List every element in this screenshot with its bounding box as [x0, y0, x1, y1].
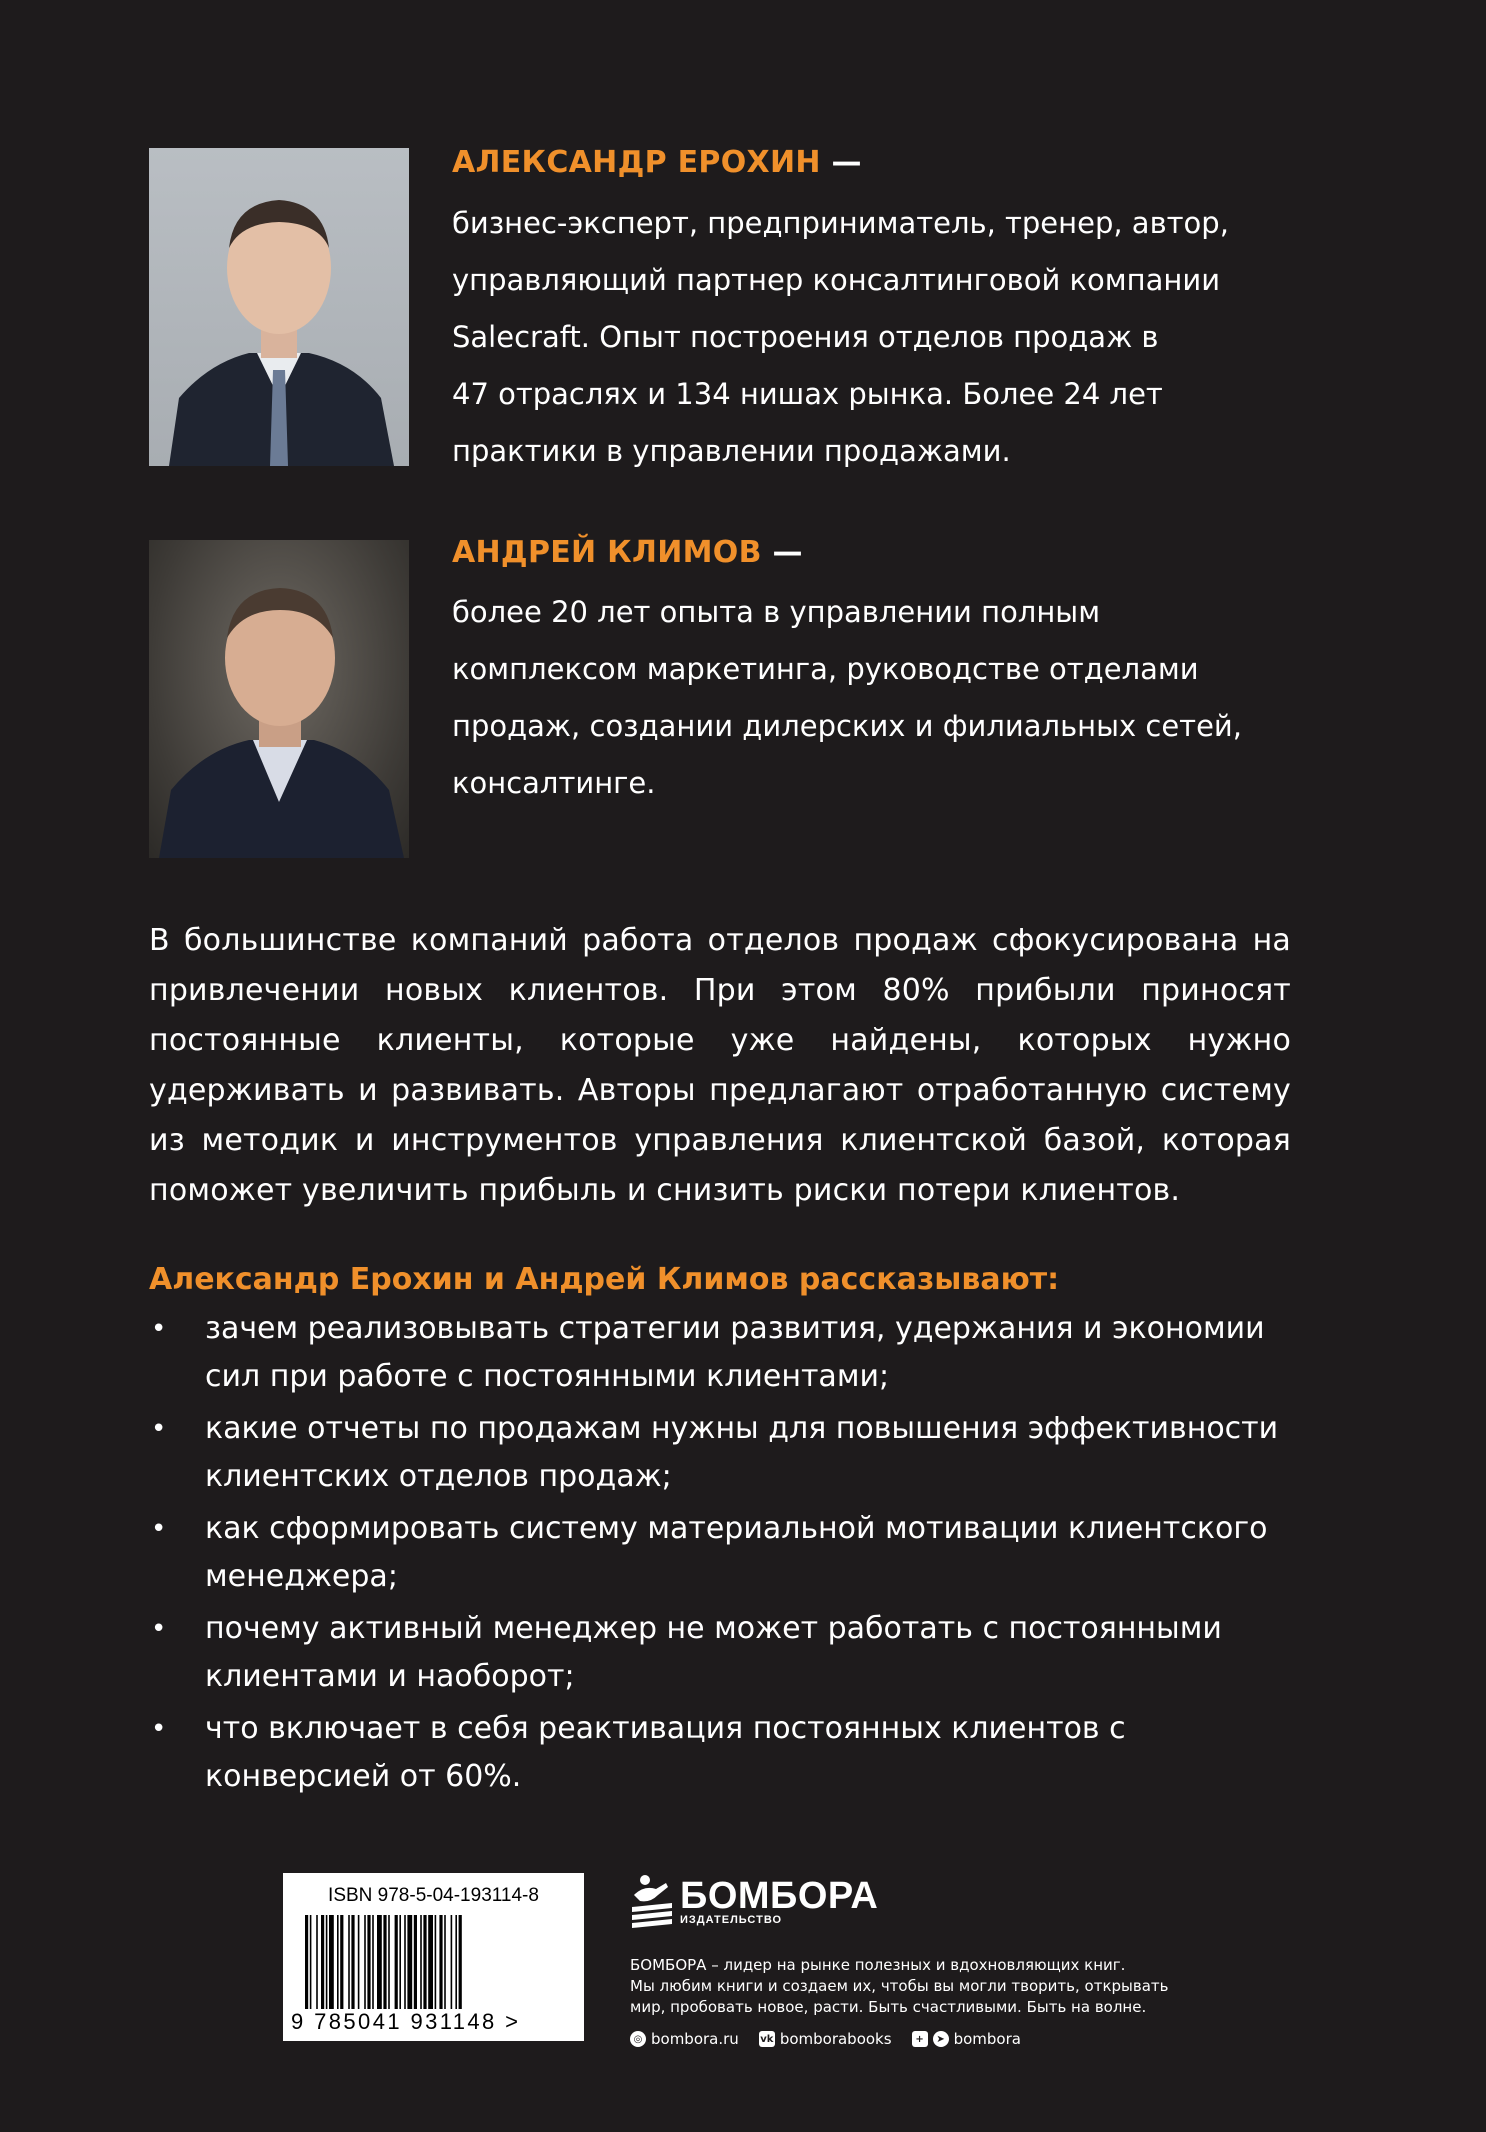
- publisher-name: БОМБОРА: [680, 1875, 879, 1917]
- list-item: • зачем реализовывать стратегии развития, удержания и экономии сил при работе с постоянными клиентами;: [149, 1305, 1299, 1401]
- list-item: • какие отчеты по продажам нужны для повышения эффективности клиентских отделов продаж;: [149, 1405, 1299, 1501]
- list-item: • что включает в себя реактивация постоянных клиентов с конверсией от 60%.: [149, 1705, 1299, 1801]
- publisher-block: [630, 1873, 1190, 2048]
- list-title: Александр Ерохин и Андрей Климов рассказывают:: [149, 1262, 1060, 1297]
- plus-icon: +: [912, 2031, 928, 2047]
- bombora-logo-icon: [630, 1873, 674, 1929]
- bullet-icon: •: [151, 1714, 167, 1744]
- bullet-icon: •: [151, 1414, 167, 1444]
- publisher-links: [630, 2030, 1190, 2048]
- list-item: • как сформировать систему материальной мотивации клиентского менеджера;: [149, 1505, 1299, 1601]
- bullet-list: [149, 1305, 1299, 1805]
- author-photo-klimov: [149, 540, 409, 858]
- book-annotation: В большинстве компаний работа отделов продаж сфокусирована на привлечении новых клиентов. При этом 80% прибыли приносят постоянные клиенты, которые уже найдены, которых нужно удерживать и развивать. Авторы предлагают отработанную систему из методик и инструментов управления клиентской базой, которая поможет увеличить прибыль и снизить риски потери клиентов.: [149, 923, 1291, 1208]
- publisher-subtitle: ИЗДАТЕЛЬСТВО: [680, 1914, 783, 1926]
- website-link[interactable]: ◎ bombora.ru: [630, 2030, 739, 2048]
- vk-link[interactable]: vk bomborabooks: [760, 2030, 892, 2048]
- author-bio-klimov: более 20 лет опыта в управлении полным комплексом маркетинга, руководстве отделами продаж, создании дилерских и филиальных сетей, консалтинге.: [452, 595, 1242, 800]
- bullet-icon: •: [151, 1514, 167, 1544]
- bullet-icon: •: [151, 1314, 167, 1344]
- publisher-description: БОМБОРА – лидер на рынке полезных и вдохновляющих книг. Мы любим книги и создаем их, чтобы вы могли творить, открывать мир, пробовать новое, расти. Быть счастливыми. Быть на волне.: [630, 1956, 1169, 2016]
- author-bio-erokhin: бизнес-эксперт, предприниматель, тренер, автор, управляющий партнер консалтинговой компании Salecraft. Опыт построения отделов продаж в 47 отраслях и 134 нишах рынка. Более 24 лет практики в управлении продажами.: [452, 206, 1229, 468]
- globe-icon: ◎: [630, 2031, 646, 2047]
- social-link[interactable]: + ➤ bombora: [912, 2030, 1021, 2048]
- barcode-digits: 9 785041 931148 >: [291, 2009, 521, 2034]
- vk-icon: vk: [759, 2031, 775, 2047]
- author-name-erokhin: АЛЕКСАНДР ЕРОХИН —: [452, 145, 862, 180]
- author-photo-erokhin: [149, 148, 409, 466]
- publisher-logo: [630, 1873, 1190, 1929]
- author-name-klimov: АНДРЕЙ КЛИМОВ —: [452, 535, 803, 570]
- isbn-label: ISBN 978-5-04-193114-8: [328, 1885, 539, 1906]
- barcode-icon: [305, 1915, 561, 2009]
- telegram-icon: ➤: [933, 2031, 949, 2047]
- bullet-icon: •: [151, 1614, 167, 1644]
- isbn-barcode: [283, 1873, 584, 2041]
- list-item: • почему активный менеджер не может работать с постоянными клиентами и наоборот;: [149, 1605, 1299, 1701]
